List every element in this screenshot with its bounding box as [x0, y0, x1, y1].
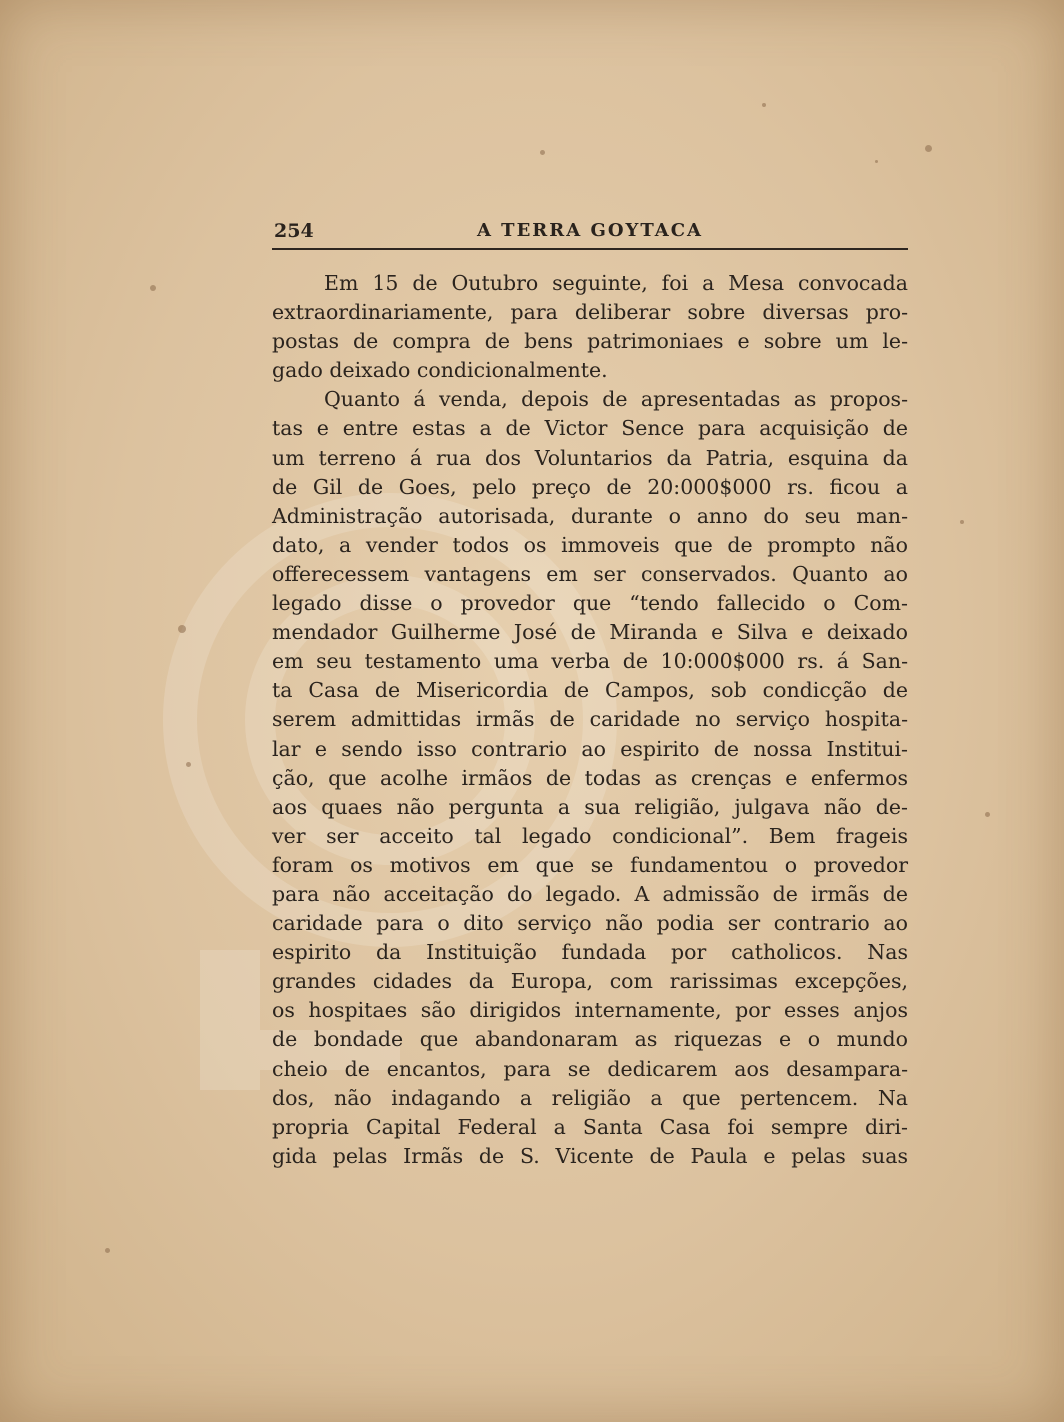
page-header [272, 218, 908, 250]
paragraph [272, 269, 908, 385]
text-line: postas de compra de bens patrimoniaes e sobre um le- [272, 329, 908, 354]
paper-speck [875, 160, 878, 163]
paper-speck [960, 520, 964, 524]
text-line: ta Casa de Misericordia de Campos, sob condicção de [272, 678, 908, 703]
paper-speck [150, 285, 156, 291]
text-line: gida pelas Irmãs de S. Vicente de Paula e pelas suas [272, 1143, 908, 1168]
text-line: cheio de encantos, para se dedicarem aos desampara- [272, 1056, 908, 1081]
text-line: em seu testamento uma verba de 10:000$000 rs. á San- [272, 649, 908, 674]
text-line: extraordinariamente, para deliberar sobre diversas pro- [272, 300, 908, 325]
text-line: offerecessem vantagens em ser conservados. Quanto ao [272, 561, 908, 586]
body-text [272, 269, 908, 1171]
text-line: mendador Guilherme José de Miranda e Silva e deixado [272, 620, 908, 645]
text-line: caridade para o dito serviço não podia ser contrario ao [272, 911, 908, 936]
text-line: Administração autorisada, durante o anno do seu man- [272, 503, 908, 528]
text-line: serem admittidas irmãs de caridade no serviço hospita- [272, 707, 908, 732]
paper-speck [178, 625, 186, 633]
text-line: Quanto á venda, depois de apresentadas as propos- [324, 387, 908, 412]
text-line: os hospitaes são dirigidos internamente, por esses anjos [272, 998, 908, 1023]
text-line: aos quaes não pergunta a sua religião, julgava não de- [272, 794, 908, 819]
text-line: ver ser acceito tal legado condicional”. Bem frageis [272, 823, 908, 848]
text-line: propria Capital Federal a Santa Casa foi sempre diri- [272, 1114, 908, 1139]
paper-speck [762, 103, 766, 107]
text-line: de bondade que abandonaram as riquezas e o mundo [272, 1027, 908, 1052]
running-title: A TERRA GOYTACA [476, 220, 704, 241]
paper-speck [186, 762, 191, 767]
text-line: Em 15 de Outubro seguinte, foi a Mesa convocada [324, 271, 908, 295]
text-line: legado disse o provedor que “tendo fallecido o Com- [272, 591, 908, 616]
text-line: dos, não indagando a religião a que pertencem. Na [272, 1085, 908, 1110]
text-line: foram os motivos em que se fundamentou o provedor [272, 852, 908, 877]
paper-speck [985, 812, 990, 817]
text-line: gado deixado condicionalmente. [272, 358, 608, 383]
page-number: 254 [274, 220, 314, 242]
text-line: espirito da Instituição fundada por catholicos. Nas [272, 940, 908, 965]
paper-speck [540, 150, 545, 155]
text-line: ção, que acolhe irmãos de todas as crenças e enfermos [272, 765, 908, 790]
text-line: de Gil de Goes, pelo preço de 20:000$000 rs. ficou a [272, 474, 908, 499]
text-line: dato, a vender todos os immoveis que de prompto não [272, 532, 908, 557]
text-line: grandes cidades da Europa, com rarissimas excepções, [272, 969, 908, 994]
paper-speck [925, 145, 932, 152]
text-line: lar e sendo isso contrario ao espirito de nossa Institui- [272, 736, 908, 761]
paper-speck [105, 1248, 110, 1253]
text-line: tas e entre estas a de Victor Sence para acquisição de [272, 416, 908, 441]
paragraph [272, 385, 908, 1171]
text-line: um terreno á rua dos Voluntarios da Patria, esquina da [272, 445, 908, 470]
text-line: para não acceitação do legado. A admissão de irmãs de [272, 881, 908, 906]
